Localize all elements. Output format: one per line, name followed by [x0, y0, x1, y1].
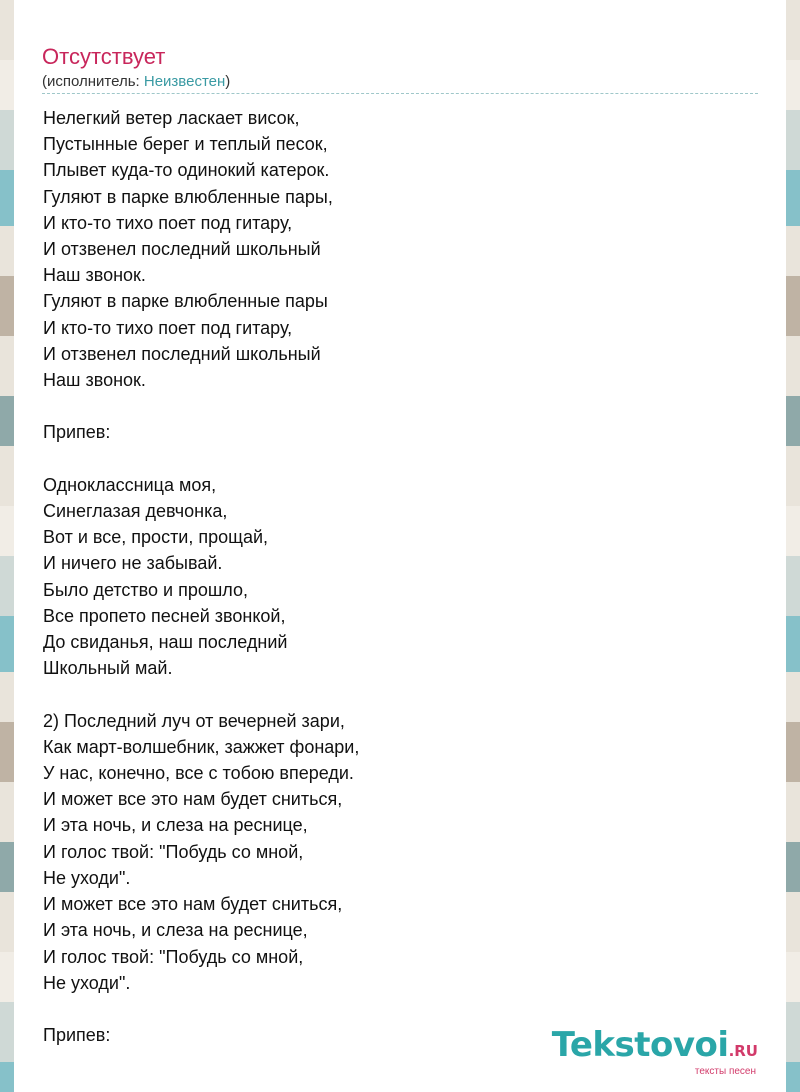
song-title: Отсутствует	[42, 44, 166, 69]
artist-prefix: (исполнитель:	[42, 73, 144, 90]
site-logo	[551, 1025, 758, 1077]
logo-wordmark	[551, 1025, 758, 1068]
logo-name: Tekstovoi	[551, 1025, 729, 1065]
logo-tld: .RU	[728, 1042, 758, 1060]
lyrics-card	[14, 0, 786, 1092]
artist-link[interactable]: Неизвестен	[143, 73, 226, 90]
artist-line	[42, 73, 758, 94]
logo-tagline: тексты песен	[694, 1066, 756, 1077]
artist-suffix: )	[225, 73, 231, 90]
lyrics-text: Нелегкий ветер ласкает висок, Пустынные берег и теплый песок, Плывет куда-то одинокий катерок. Гуляют в парке влюбленные пары, И кто-то тихо поет под гитару, И отзвенел последний школьный Наш звонок. Гуляют в парке влюбленные пары И кто-то тихо поет под гитару, И отзвенел последний школьный Наш звонок. Припев: Одноклассница моя, Синеглазая девчонка, Вот и все, прости, прощай, И ничего не забывай. Было детство и прошло, Все пропето песней звонкой, До свиданья, наш последний Школьный май. 2) Последний луч от вечерней зари, Как март-волшебник, зажжет фонари, У нас, конечно, все с тобою впереди. И может все это нам будет сниться, И эта ночь, и слеза на реснице, И голос твой: "Побудь со мной, Не уходи". И может все это нам будет сниться, И эта ночь, и слеза на реснице, И голос твой: "Побудь со мной, Не уходи". Припев:	[43, 108, 360, 1046]
